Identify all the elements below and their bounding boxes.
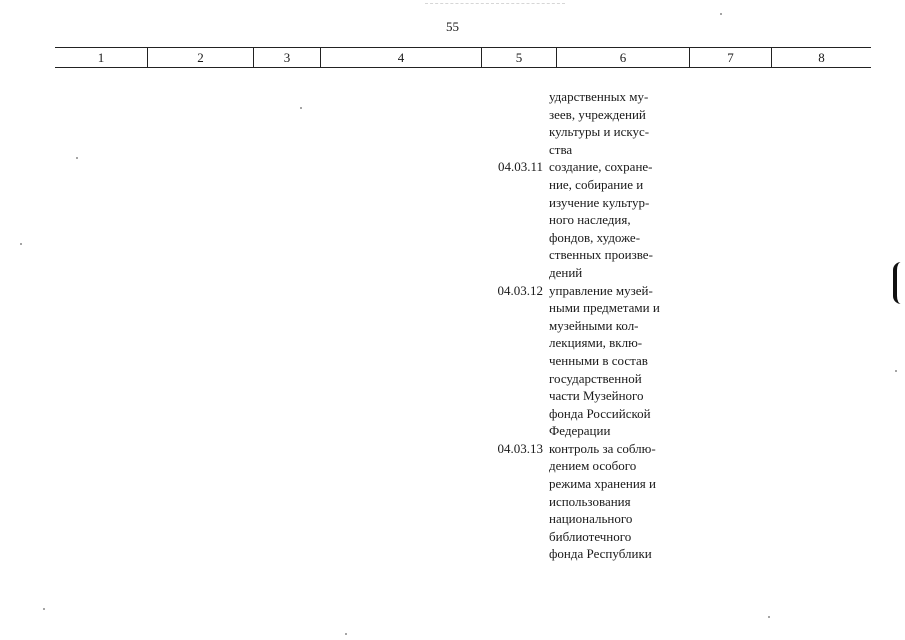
scan-dust — [20, 243, 22, 245]
table-row — [0, 88, 905, 158]
entry-code-value: 04.03.13 — [497, 440, 543, 456]
scan-dust — [768, 616, 770, 618]
page-number: 55 — [446, 19, 459, 34]
table-header-row — [55, 47, 871, 68]
table-row — [0, 158, 905, 281]
scan-artifact-top — [425, 3, 565, 9]
column-header-5: 5 — [482, 48, 557, 67]
table-body — [0, 88, 905, 563]
entry-code-value: 04.03.12 — [497, 282, 543, 298]
column-header-8: 8 — [818, 50, 825, 65]
entry-text: контроль за соблю- дением особого режима хранения и использования национального библиотечного фонда Республики — [549, 440, 656, 562]
entry-code — [399, 282, 549, 440]
scan-dust — [43, 608, 45, 610]
entry-text: ударственных му- зеев, учреждений культуры и искус- ства — [549, 89, 650, 157]
scan-dust — [300, 107, 302, 109]
scan-dust — [895, 370, 897, 372]
table-row — [0, 440, 905, 563]
entry-text: создание, сохране- ние, собирание и изучение культур- ного наследия, фондов, художе- ственных произве- дений — [549, 159, 653, 280]
entry-text: управление музей- ными предметами и музейными кол- лекциями, вклю- ченными в состав государственной части Музейного фонда Российской Федерации — [549, 282, 660, 439]
entry-code-value: 04.03.11 — [497, 159, 543, 175]
table-row — [0, 282, 905, 440]
column-header-1: 1 — [55, 48, 148, 67]
column-header-7: 7 — [690, 48, 772, 67]
entry-code — [399, 158, 549, 281]
entry-code — [399, 88, 549, 158]
scan-edge-mark — [893, 262, 903, 304]
column-header-2: 2 — [148, 48, 254, 67]
entry-code — [399, 440, 549, 563]
column-header-6: 6 — [557, 48, 690, 67]
scan-dust — [720, 13, 722, 15]
column-header-4: 4 — [321, 48, 482, 67]
scan-dust — [76, 157, 78, 159]
column-header-3: 3 — [254, 48, 321, 67]
scan-dust — [345, 633, 347, 635]
